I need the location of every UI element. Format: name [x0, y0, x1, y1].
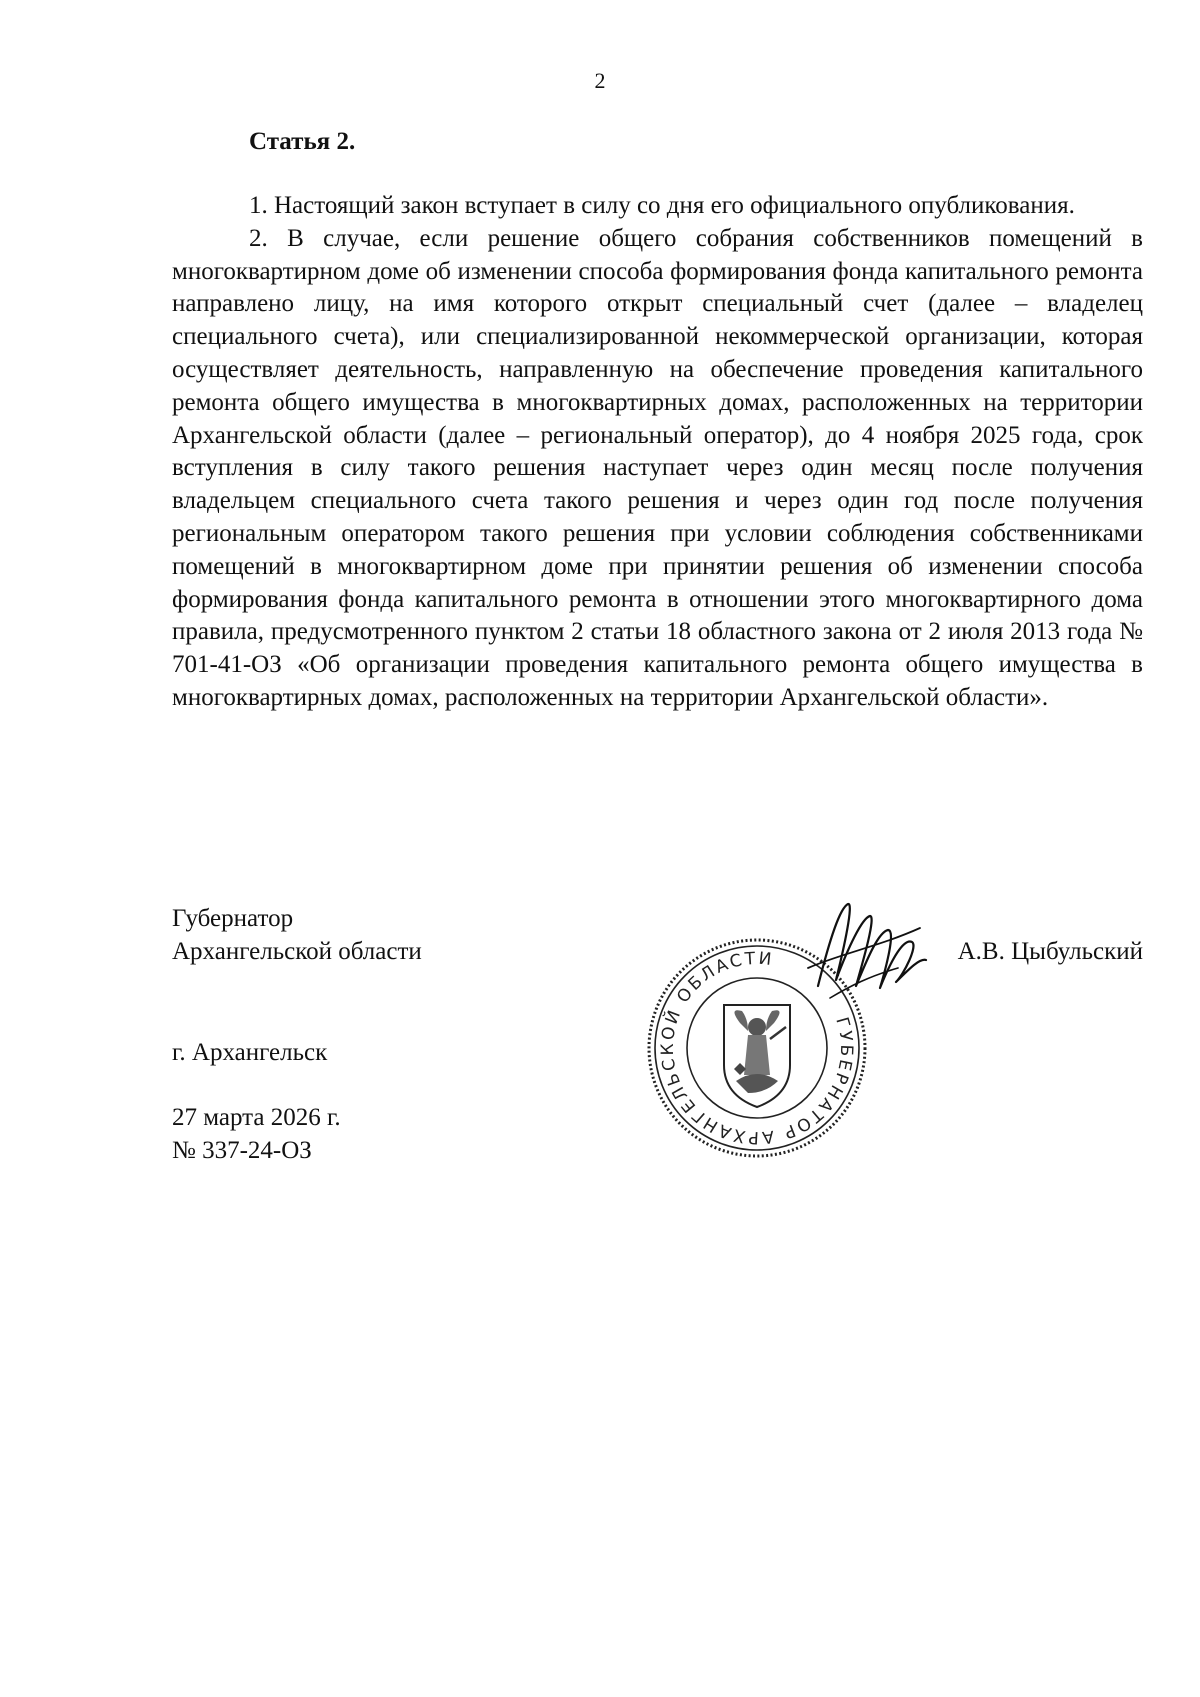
paragraph-2: 2. В случае, если решение общего собрания собственников помещений в многоквартирном доме об изменении способа формирования фонда капитального ремонта направлено лицу, на имя которого открыт специальный счет (далее – владелец специального счета), или специализированной некоммерческой организации, которая осуществляет деятельность, направленную на обеспечение проведения капитального ремонта общего имущества в многоквартирных домах, расположенных на территории Архангельской области (далее – региональный оператор), до 4 ноября 2025 года, срок вступления в силу такого решения наступает через один месяц после получения владельцем специального счета такого решения и через один год после получения региональным оператором такого решения при условии соблюдения собственниками помещений в многоквартирном доме при принятии решения об изменении способа формирования фонда капитального ремонта в отношении этого многоквартирного дома правила, предусмотренного пунктом 2 статьи 18 областного закона от 2 июля 2013 года № 701-41-ОЗ «Об организации проведения капитального ремонта общего имущества в многоквартирных домах, расположенных на территории Архангельской области». — [172, 224, 1143, 711]
article-heading: Статья 2. — [249, 128, 356, 155]
position-line-1: Губернатор — [172, 905, 294, 932]
governor-name: А.В. Цыбульский — [957, 938, 1143, 965]
law-date: 27 марта 2026 г. — [172, 1104, 341, 1131]
position-line-2: Архангельской области — [172, 938, 422, 965]
handwritten-signature — [800, 898, 930, 1008]
paragraph-1: 1. Настоящий закон вступает в силу со дня его официального опубликования. — [249, 192, 1075, 219]
article-body — [172, 190, 1143, 715]
place-of-signing: г. Архангельск — [172, 1039, 328, 1066]
seal-text: ГУБЕРНАТОР АРХАНГЕЛЬСКОЙ ОБЛАСТИ — [657, 948, 857, 1148]
signatory-position — [172, 902, 422, 968]
page-number: 2 — [594, 68, 606, 93]
law-number: № 337-24-ОЗ — [172, 1137, 312, 1164]
law-date-number — [172, 1101, 341, 1167]
